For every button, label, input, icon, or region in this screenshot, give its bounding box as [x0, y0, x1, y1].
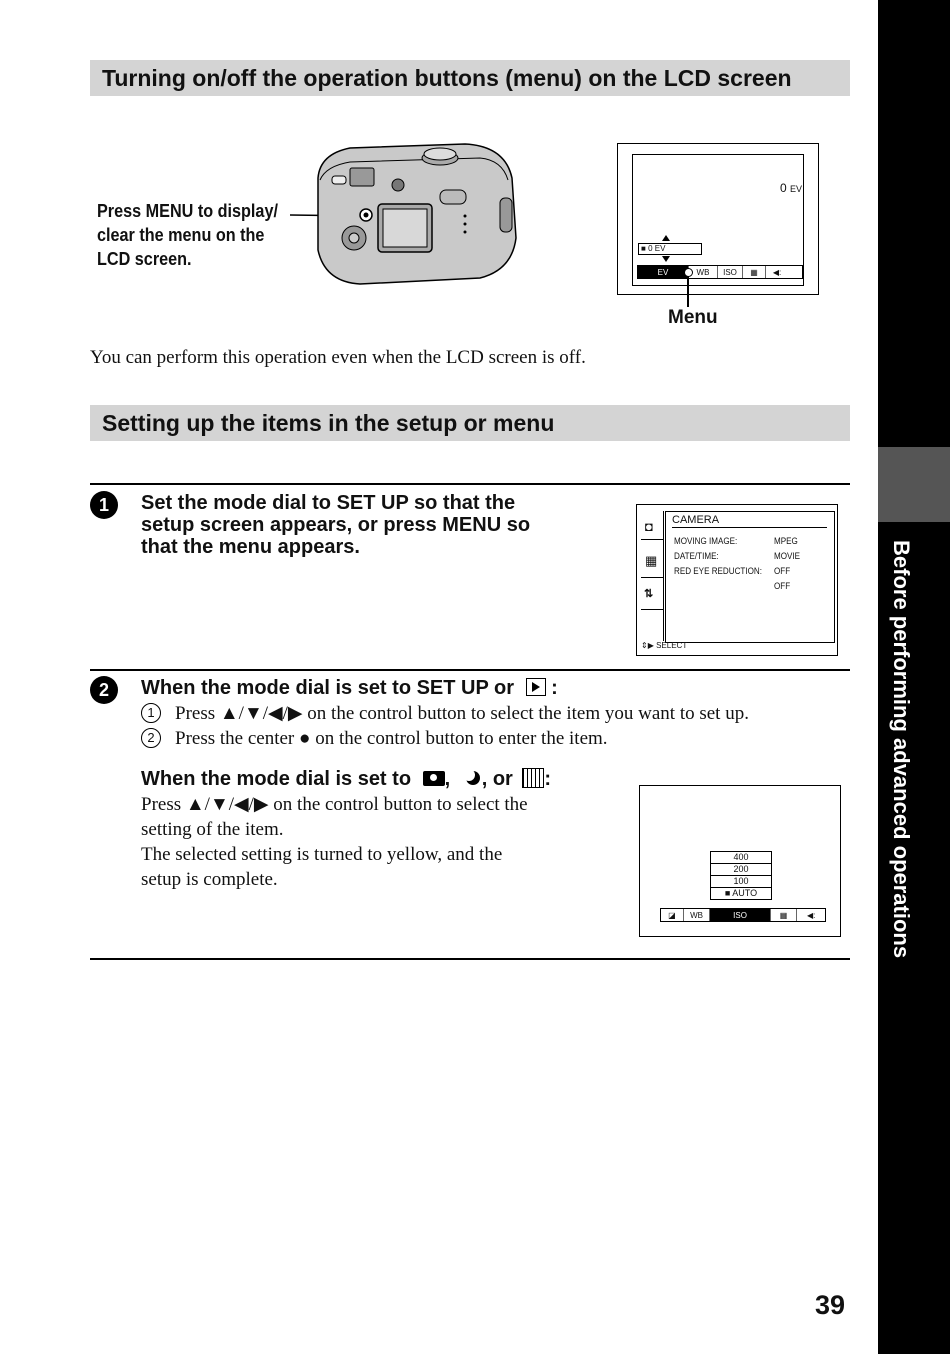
setup-row-value: OFF — [774, 566, 791, 577]
step2-sub-text — [141, 792, 528, 892]
flash-icon: ◀: — [772, 267, 782, 277]
menu-callout — [97, 199, 278, 271]
camera-tab-icon: ◘ — [645, 519, 653, 534]
setup-screen — [636, 504, 838, 656]
step2-subtitle: When the mode dial is set to , , or : — [141, 768, 552, 790]
setup-labels — [674, 534, 762, 579]
step2-title: When the mode dial is set to SET UP or : — [141, 677, 558, 699]
menu-item-iso: ISO — [718, 266, 743, 278]
callout-line: LCD screen. — [97, 249, 192, 269]
step2-item: 2 Press the center ● on the control button to enter the item. — [141, 726, 861, 751]
ev-readout: 0 EV — [779, 181, 802, 195]
iso-option: 200 — [711, 864, 771, 876]
setup-row-label: RED EYE REDUCTION: — [674, 566, 762, 577]
iso-screen — [639, 785, 841, 937]
section-heading-setup: Setting up the items in the setup or menu — [90, 405, 850, 441]
iso-option: 100 — [711, 876, 771, 888]
body-line: The selected setting is turned to yellow, and the — [141, 844, 503, 865]
lcd-menu-strip — [637, 265, 803, 279]
menu-item-wb: WB — [684, 909, 711, 921]
step1-title-line: that the menu appears. — [141, 536, 360, 558]
camera-mode-icon — [423, 771, 445, 786]
movie-mode-icon — [522, 768, 544, 788]
settings-tab-icon: ⇅ — [644, 588, 654, 600]
setup-values — [774, 534, 825, 594]
divider — [90, 669, 850, 671]
step1-title-line: setup screen appears, or press MENU so — [141, 514, 531, 536]
setup-footer: ⇕▶ SELECT — [641, 641, 688, 650]
step1-title — [141, 492, 530, 558]
setup-row-label: MOVING IMAGE: — [674, 536, 738, 547]
menu-label: Menu — [668, 307, 718, 328]
body-line: setup is complete. — [141, 869, 278, 890]
lcd-off-note: You can perform this operation even when the LCD screen is off. — [90, 347, 586, 368]
menu-item-wb: WB — [689, 266, 718, 278]
quality-icon: ▦ — [743, 266, 766, 278]
flash-icon: ◀: — [806, 910, 816, 920]
ev-up-arrow-icon — [662, 235, 670, 241]
setup-row-value: OFF — [774, 581, 791, 592]
iso-option-selected: ■ AUTO — [724, 888, 758, 898]
ev-icon: ◪ — [661, 909, 684, 921]
step1-title-line: Set the mode dial to SET UP so that the — [141, 492, 516, 514]
step-number: 1 — [90, 491, 118, 519]
body-line: setting of the item. — [141, 819, 284, 840]
ev-down-arrow-icon — [662, 256, 670, 262]
page-number: 39 — [815, 1290, 846, 1320]
play-icon — [526, 678, 546, 696]
twilight-mode-icon — [466, 771, 482, 787]
toolbox-tab-icon: ▦ — [645, 553, 658, 568]
ev-value-box: ■ 0 EV — [638, 243, 702, 255]
setup-row-value: MPEG MOVIE — [774, 536, 801, 562]
setup-panel — [665, 511, 835, 643]
iso-options — [710, 851, 772, 900]
quality-icon: ▦ — [771, 909, 798, 921]
setup-screen-title: CAMERA — [672, 514, 720, 526]
lcd-screen-ev — [617, 143, 819, 295]
setup-row-label: DATE/TIME: — [674, 551, 719, 562]
callout-line: Press MENU to display/ — [97, 201, 278, 221]
step2-item: 1 Press ▲/▼/◀/▶ on the control button to select the item you want to set up. — [141, 701, 861, 726]
menu-item-iso: ISO — [710, 909, 770, 921]
camera-illustration — [280, 138, 525, 288]
side-tab-label: Before performing advanced operations — [889, 540, 914, 959]
menu-item-ev: EV — [638, 266, 689, 278]
divider — [90, 483, 850, 485]
step-number: 2 — [90, 676, 118, 704]
callout-line: clear the menu on the — [97, 225, 265, 245]
body-line: Press ▲/▼/◀/▶ on the control button to select the — [141, 794, 528, 815]
step2-items — [141, 701, 861, 751]
setup-tab-column — [641, 511, 664, 641]
side-tab-highlight — [878, 447, 950, 522]
section-heading-menu-toggle: Turning on/off the operation buttons (menu) on the LCD screen — [90, 60, 850, 96]
divider — [90, 958, 850, 960]
menu-pointer-dot — [684, 268, 693, 277]
iso-menu-strip — [660, 908, 826, 922]
iso-option: 400 — [711, 852, 771, 864]
